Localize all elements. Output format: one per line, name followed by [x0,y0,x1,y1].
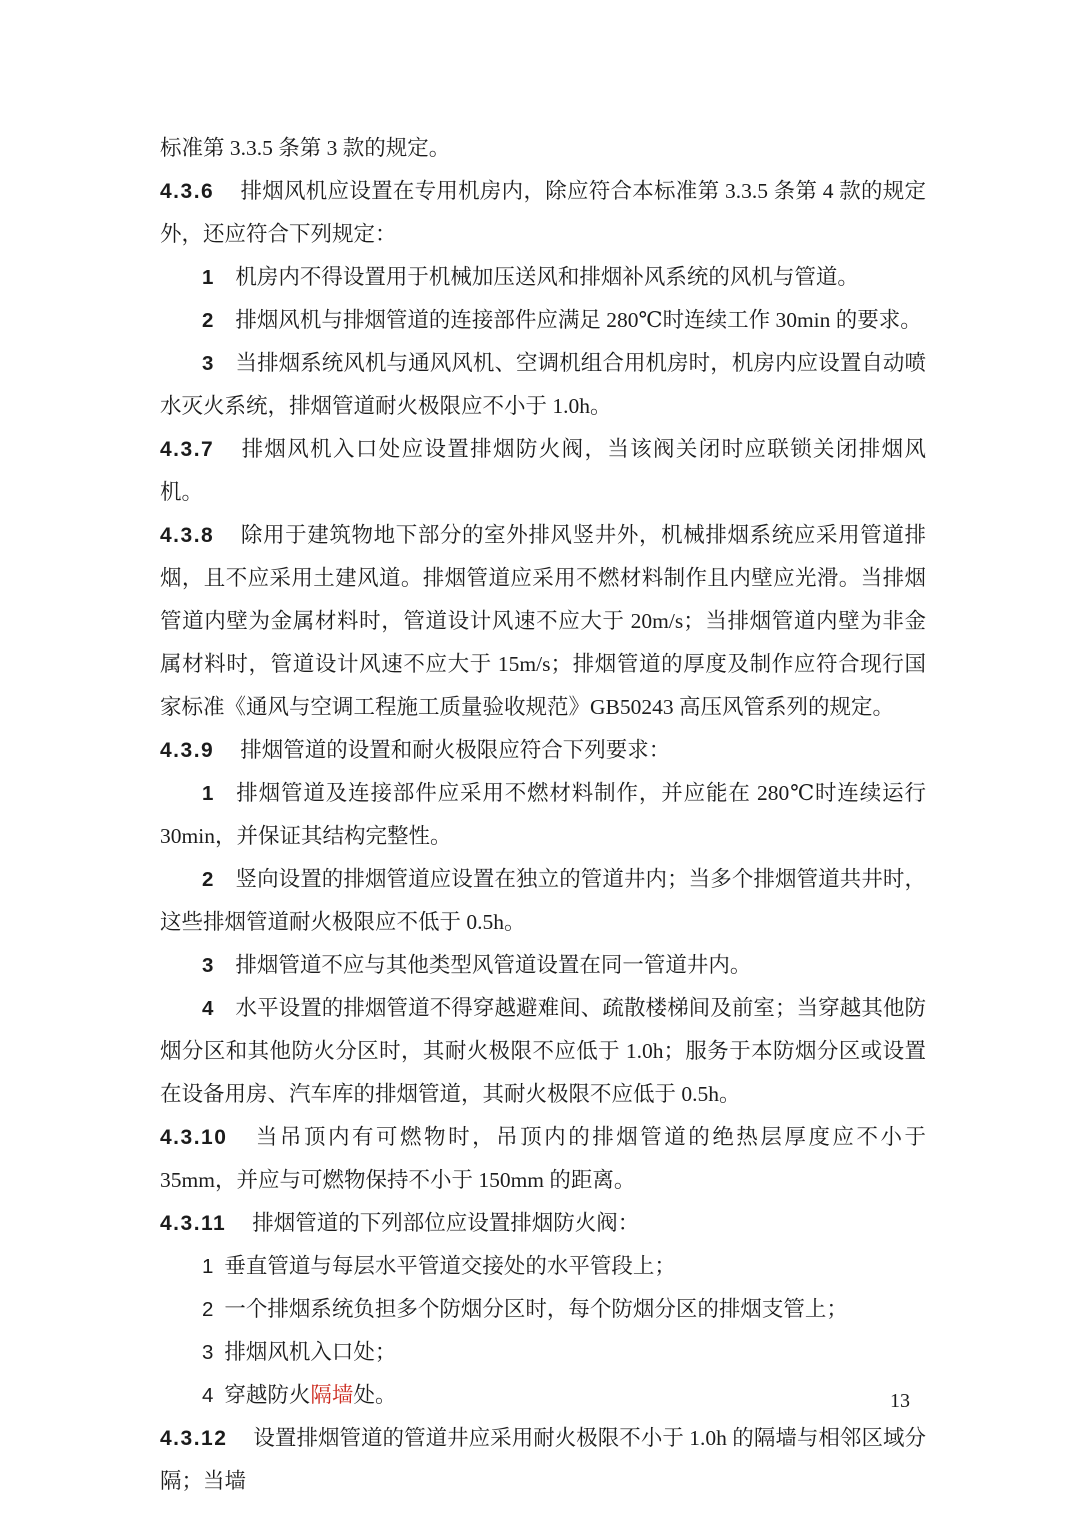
text-run: 水平设置的排烟管道不得穿越避难间、疏散楼梯间及前室；当穿越其他防烟分区和其他防火分区时，其耐火极限不应低于 1.0h；服务于本防烟分区或设置在设备用房、汽车库的排烟管道，其耐火极限不应低于 0.5h。 [160,996,926,1106]
text-run: 排烟管道的下列部位应设置排烟防火阀： [252,1211,640,1235]
text-run: 排烟风机入口处应设置排烟防火阀，当该阀关闭时应联锁关闭排烟风机。 [160,437,926,504]
list-item-paragraph [160,299,926,342]
text-run: 当排烟系统风机与通风风机、空调机组合用机房时，机房内应设置自动喷水灭火系统，排烟管道耐火极限应不小于 1.0h。 [160,351,926,418]
document-body [160,127,926,1503]
list-item-paragraph [160,1288,926,1331]
item-number: 3 [202,954,214,977]
list-item-paragraph [160,772,926,858]
section-paragraph [160,1116,926,1202]
section-number: 4.3.6 [160,180,215,203]
list-item-paragraph [160,1245,926,1288]
text-run: 标准第 3.3.5 条第 3 款的规定。 [160,136,451,160]
item-number: 1 [202,1255,214,1278]
item-number: 3 [202,1341,214,1364]
section-paragraph [160,729,926,772]
section-number: 4.3.12 [160,1427,228,1450]
text-run: 设置排烟管道的管道井应采用耐火极限不小于 1.0h 的隔墙与相邻区域分隔；当墙 [160,1426,926,1493]
text-run: 穿越防火 [224,1383,311,1407]
list-item-paragraph [160,1331,926,1374]
list-item-paragraph [160,944,926,987]
text-run: 排烟风机入口处； [224,1340,397,1364]
page-number: 13 [890,1390,910,1412]
text-run: 除用于建筑物地下部分的室外排风竖井外，机械排烟系统应采用管道排烟，且不应采用土建风道。排烟管道应采用不燃材料制作且内壁应光滑。当排烟管道内壁为金属材料时，管道设计风速不应大于 20m/s；当排烟管道内壁为非金属材料时，管道设计风速不应大于 15m/s；排烟管道的厚度及制作应符合现行国家标准《通风与空调工程施工质量验收规范》GB50243 高压风管系列的规定。 [160,523,926,719]
item-number: 2 [202,309,214,332]
section-number: 4.3.10 [160,1126,228,1149]
section-number: 4.3.7 [160,438,215,461]
list-item-paragraph [160,1374,926,1417]
text-run: 排烟管道及连接部件应采用不燃材料制作，并应能在 280℃时连续运行 30min，并保证其结构完整性。 [160,781,926,848]
list-item-paragraph [160,987,926,1116]
section-paragraph [160,1202,926,1245]
list-item-paragraph [160,858,926,944]
text-run: 当吊顶内有可燃物时，吊顶内的排烟管道的绝热层厚度应不小于 35mm，并应与可燃物保持不小于 150mm 的距离。 [160,1125,926,1192]
section-paragraph [160,170,926,256]
text-run: 机房内不得设置用于机械加压送风和排烟补风系统的风机与管道。 [235,265,859,289]
text-run: 排烟风机应设置在专用机房内，除应符合本标准第 3.3.5 条第 4 款的规定外，还应符合下列规定： [160,179,926,246]
item-number: 4 [202,997,214,1020]
section-number: 4.3.8 [160,524,215,547]
item-number: 2 [202,1298,214,1321]
section-paragraph [160,514,926,729]
highlighted-text-run: 隔墙 [310,1383,354,1407]
section-number: 4.3.11 [160,1212,227,1235]
continuation-paragraph [160,127,926,170]
item-number: 2 [202,868,214,891]
item-number: 1 [202,782,214,805]
text-run: 排烟风机与排烟管道的连接部件应满足 280℃时连续工作 30min 的要求。 [235,308,922,332]
text-run: 处。 [353,1383,397,1407]
section-paragraph [160,428,926,514]
text-run: 垂直管道与每层水平管道交接处的水平管段上； [224,1254,676,1278]
text-run: 竖向设置的排烟管道应设置在独立的管道井内；当多个排烟管道共井时，这些排烟管道耐火极限应不低于 0.5h。 [160,867,926,934]
text-run: 一个排烟系统负担多个防烟分区时，每个防烟分区的排烟支管上； [224,1297,848,1321]
text-run: 排烟管道不应与其他类型风管道设置在同一管道井内。 [235,953,752,977]
item-number: 1 [202,266,214,289]
item-number: 4 [202,1384,214,1407]
section-paragraph [160,1417,926,1503]
item-number: 3 [202,352,214,375]
text-run: 排烟管道的设置和耐火极限应符合下列要求： [240,738,671,762]
list-item-paragraph [160,342,926,428]
list-item-paragraph [160,256,926,299]
section-number: 4.3.9 [160,739,215,762]
